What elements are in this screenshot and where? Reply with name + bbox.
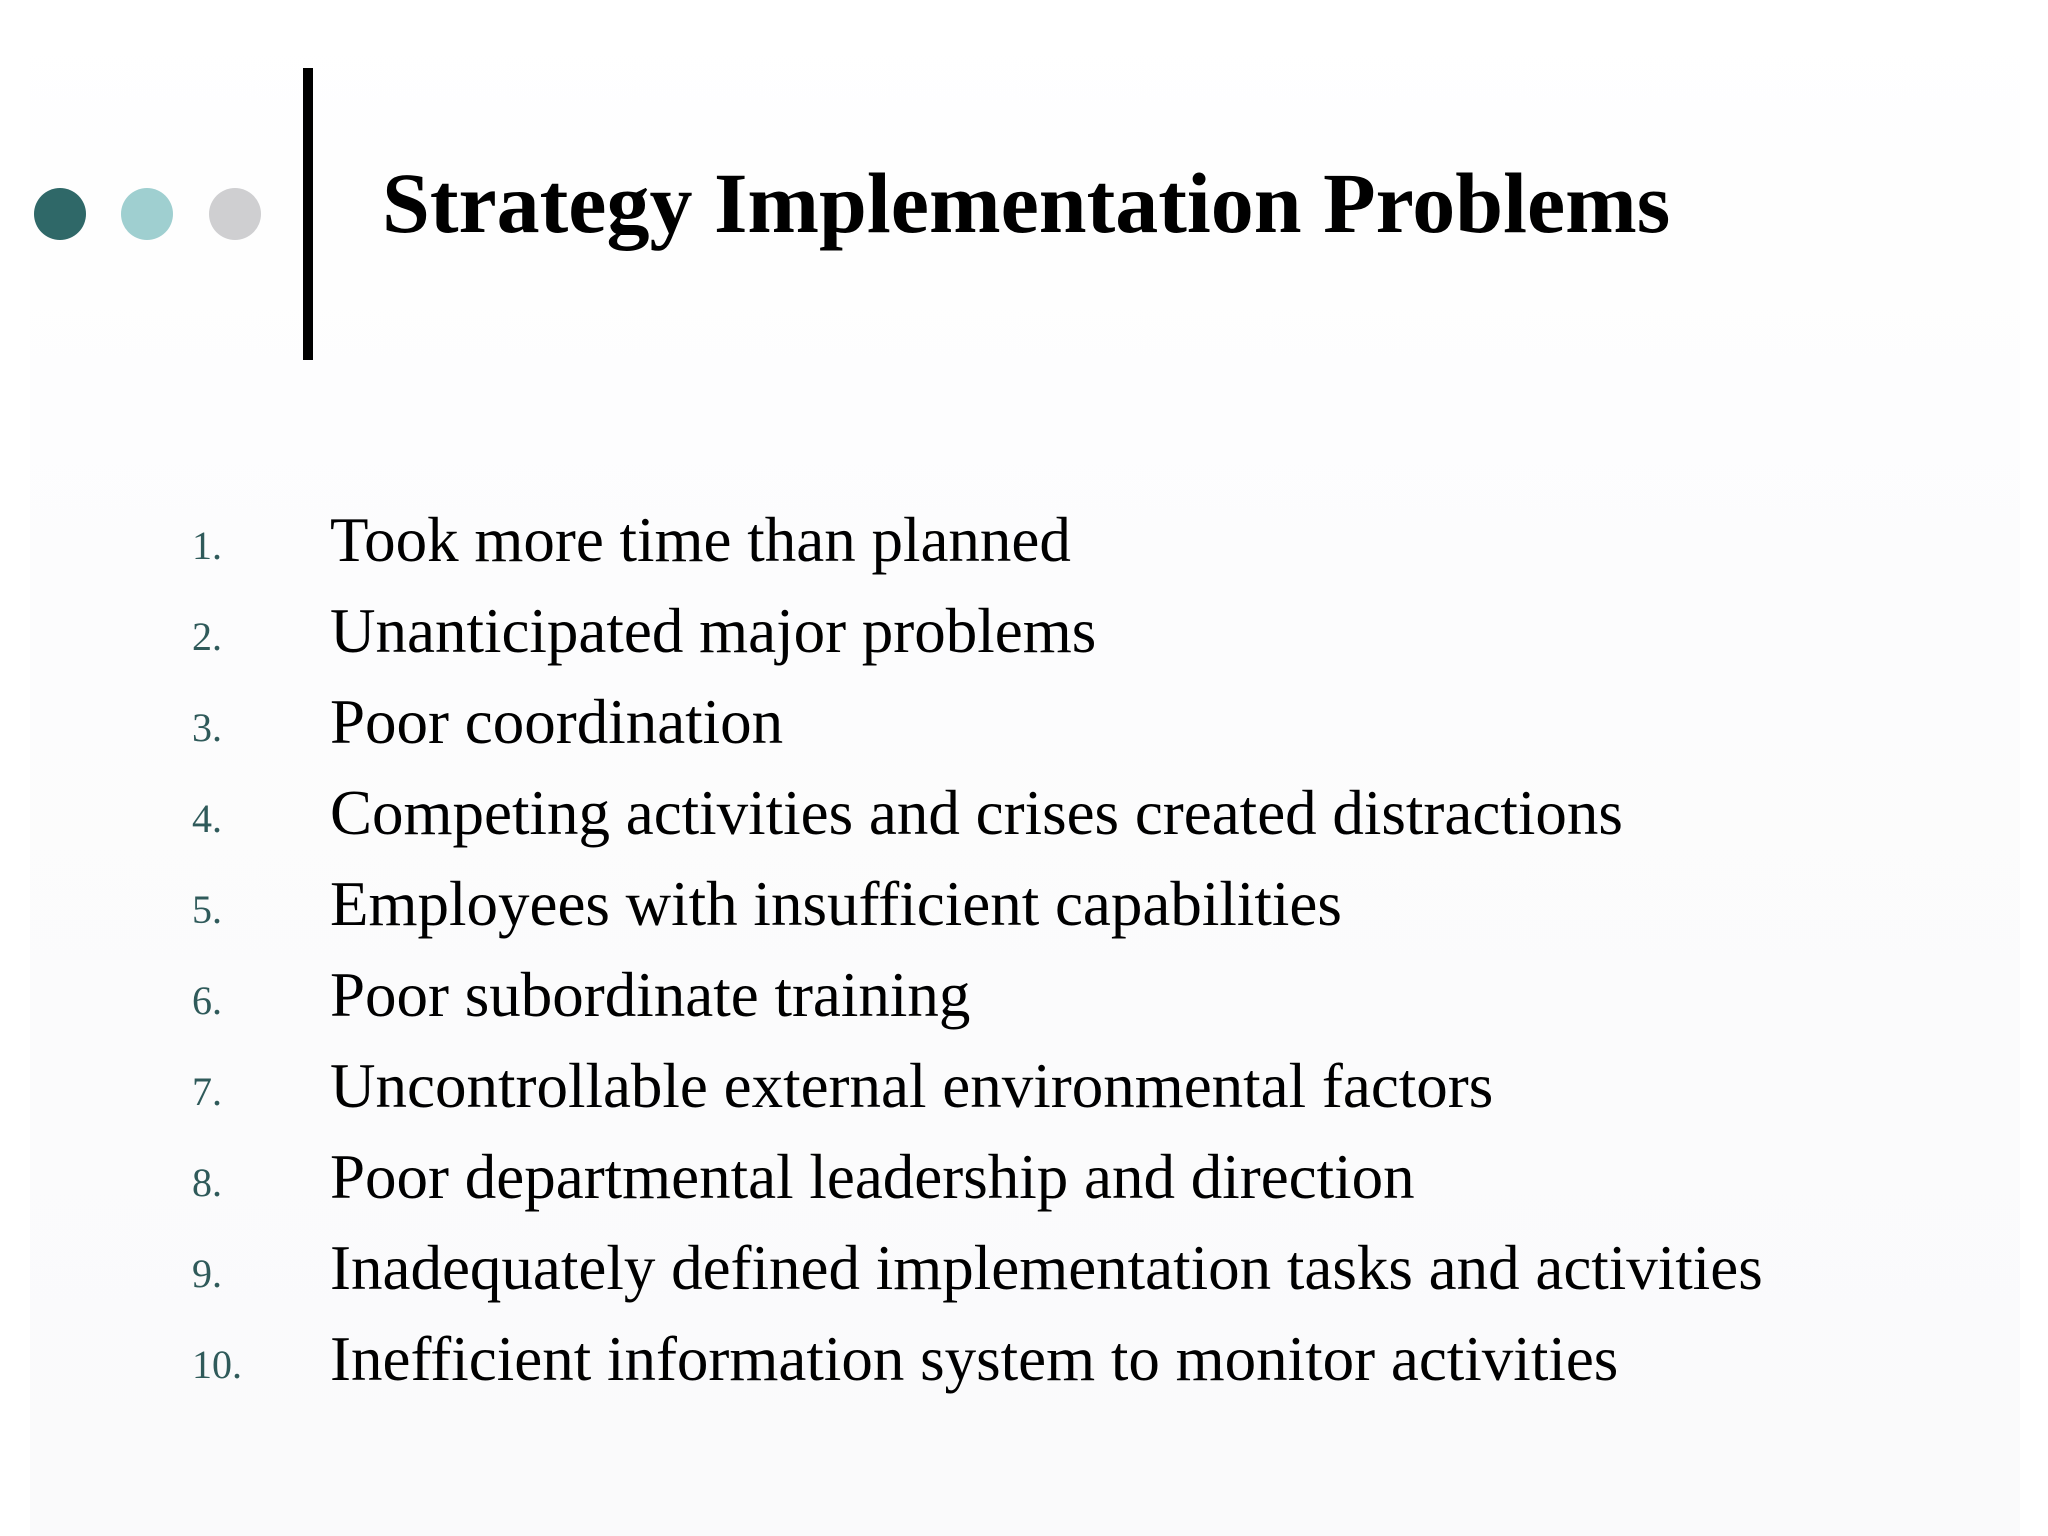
item-number: 9.: [192, 1251, 222, 1296]
item-text: Poor subordinate training: [330, 960, 971, 1030]
item-number: 8.: [192, 1160, 222, 1205]
list-item: [0, 1139, 2048, 1230]
item-number: 6.: [192, 978, 222, 1023]
list-item: [0, 502, 2048, 593]
teal-light-dot-icon: [121, 188, 173, 240]
item-text: Inefficient information system to monitor activities: [330, 1324, 1619, 1394]
item-number: 7.: [192, 1069, 222, 1114]
item-text: Inadequately defined implementation tasks and activities: [330, 1233, 1763, 1303]
item-number: 5.: [192, 887, 222, 932]
title-divider: [303, 68, 313, 360]
list-item: [0, 1230, 2048, 1321]
teal-dark-dot-icon: [34, 188, 86, 240]
item-text: Unanticipated major problems: [330, 596, 1097, 666]
item-number: 2.: [192, 614, 222, 659]
item-number: 10.: [192, 1342, 242, 1387]
list-item: [0, 1321, 2048, 1412]
list-item: [0, 775, 2048, 866]
item-text: Poor coordination: [330, 687, 784, 757]
list-item: [0, 593, 2048, 684]
slide-title: Strategy Implementation Problems: [382, 155, 1671, 251]
item-text: Employees with insufficient capabilities: [330, 869, 1342, 939]
problem-list: [0, 502, 2048, 1412]
list-item: [0, 1048, 2048, 1139]
list-item: [0, 866, 2048, 957]
item-text: Poor departmental leadership and direction: [330, 1142, 1415, 1212]
item-text: Uncontrollable external environmental factors: [330, 1051, 1494, 1121]
item-number: 3.: [192, 705, 222, 750]
gray-dot-icon: [209, 188, 261, 240]
item-text: Took more time than planned: [330, 505, 1071, 575]
list-item: [0, 684, 2048, 775]
item-text: Competing activities and crises created distractions: [330, 778, 1623, 848]
item-number: 4.: [192, 796, 222, 841]
list-item: [0, 957, 2048, 1048]
item-number: 1.: [192, 523, 222, 568]
